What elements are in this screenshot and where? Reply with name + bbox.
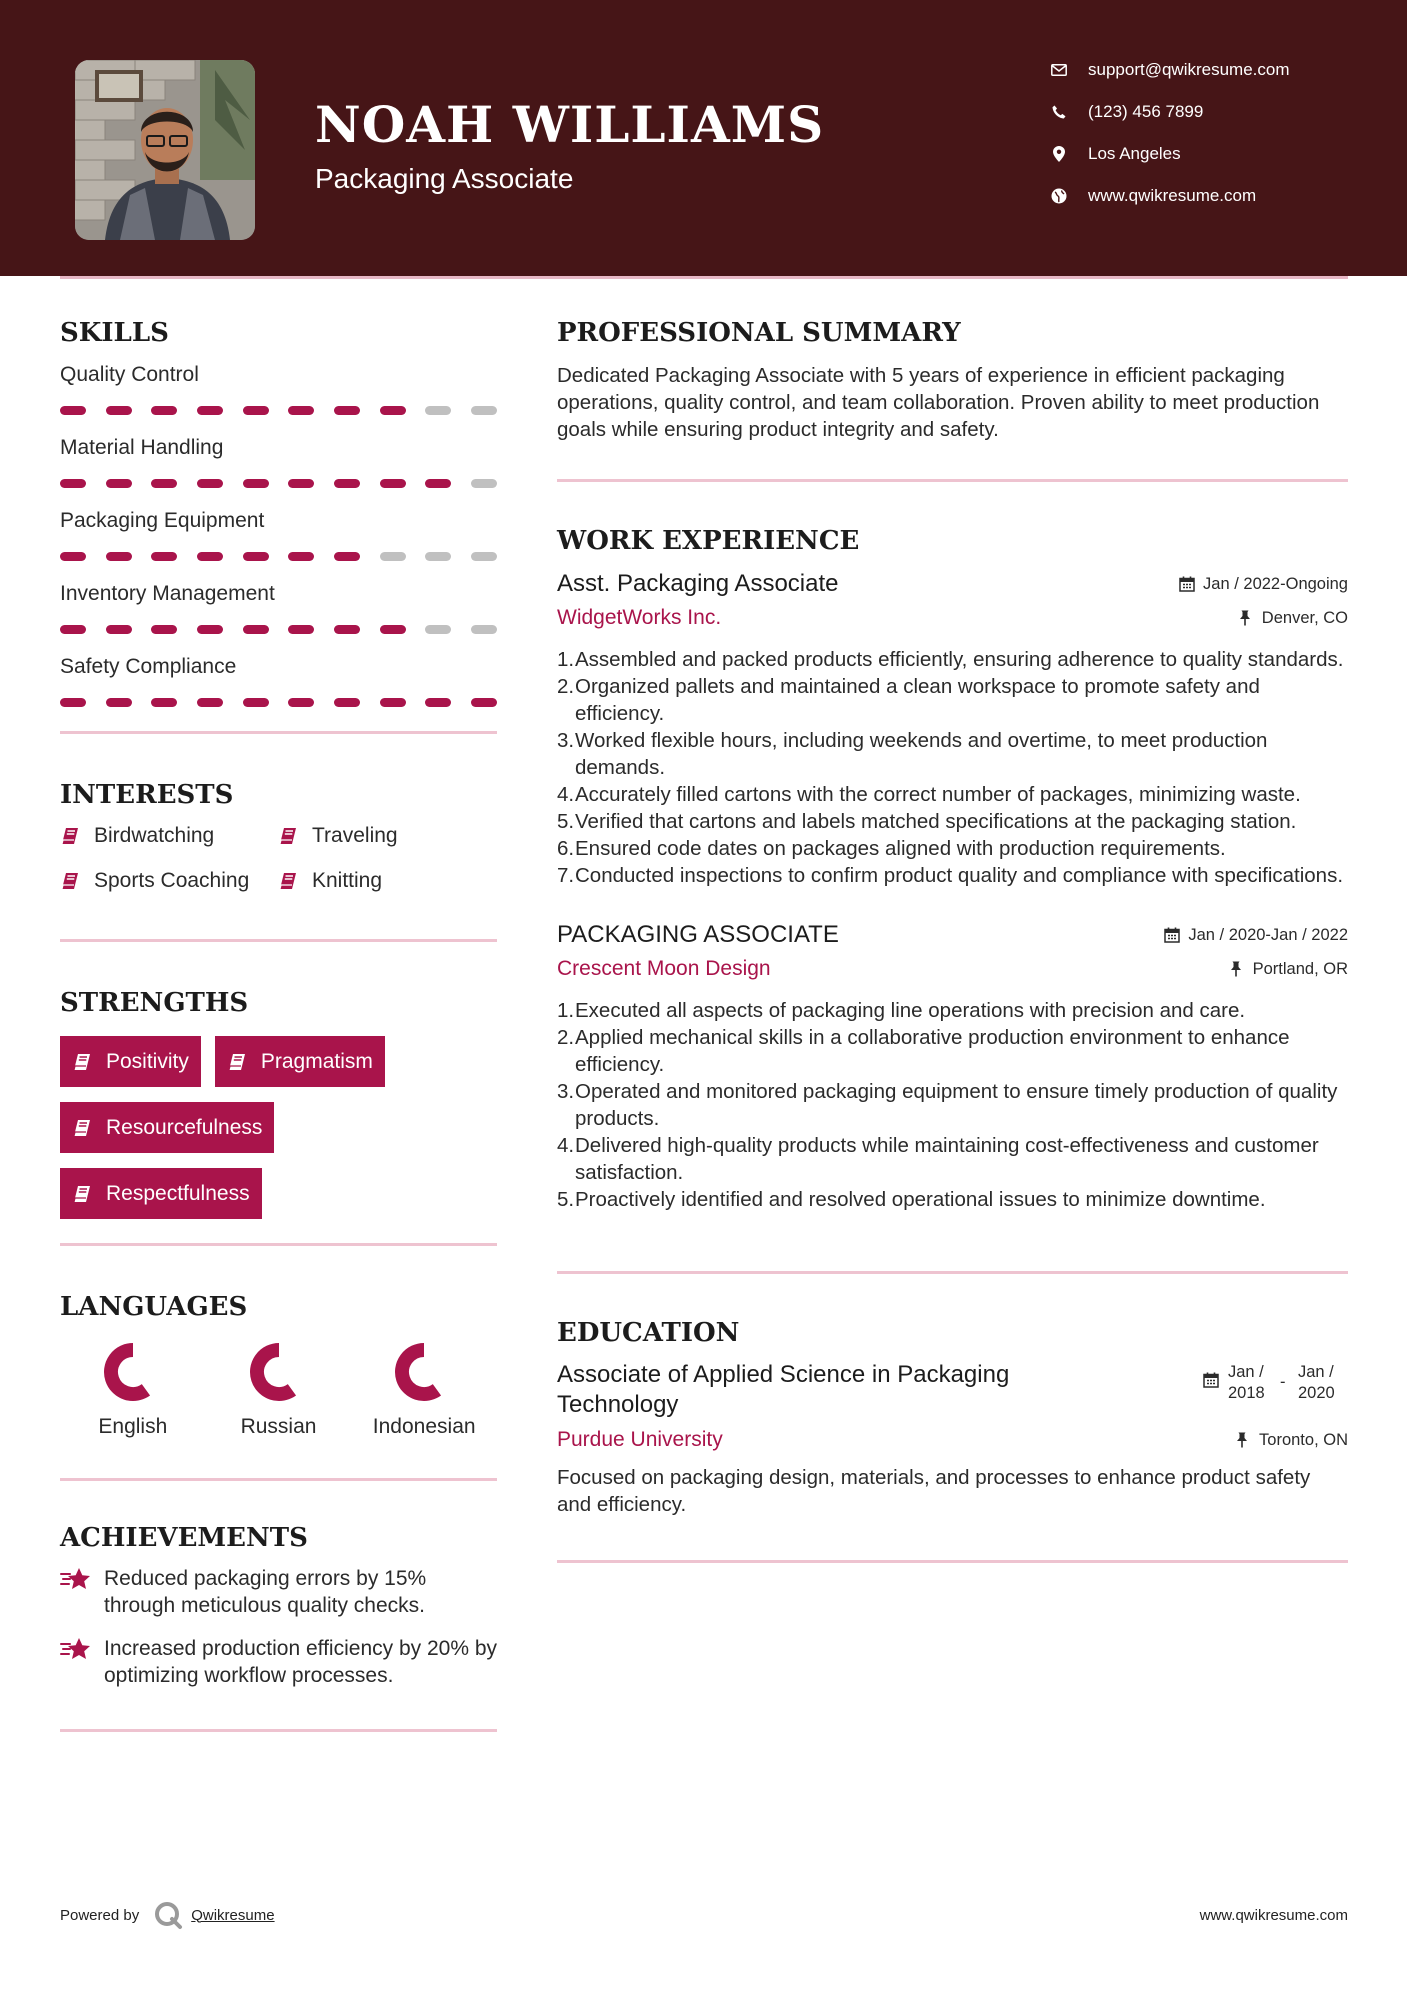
envelope-icon: [1050, 61, 1068, 79]
strengths-heading: STRENGTHS: [60, 988, 249, 1018]
skill-level-dot: [197, 698, 223, 707]
section-divider: [60, 1729, 497, 1732]
calendar-icon: [1164, 927, 1181, 944]
interest-label: Knitting: [312, 869, 383, 892]
skill-level-dot: [151, 698, 177, 707]
calendar-icon: [1179, 576, 1196, 593]
skill-level-dot: [106, 552, 132, 561]
strength-tag: [60, 1168, 262, 1219]
skill-level-dot: [151, 479, 177, 488]
skill-level-dot: [288, 479, 314, 488]
skill-name: Quality Control: [60, 363, 199, 386]
degree-title: Associate of Applied Science in Packaging Technology: [557, 1361, 1010, 1418]
skill-level-dot: [334, 479, 360, 488]
strength-label: Positivity: [106, 1049, 189, 1073]
skill-level-dot: [151, 552, 177, 561]
skill-level-meter: [60, 406, 497, 415]
skill-level-dot: [288, 698, 314, 707]
star-icon: [60, 1563, 92, 1595]
qwikresume-logo-icon: [153, 1900, 183, 1930]
candidate-title: Packaging Associate: [315, 163, 574, 194]
skill-item: [60, 362, 497, 415]
skill-level-meter: [60, 625, 497, 634]
strength-label: Resourcefulness: [106, 1115, 263, 1139]
skill-level-dot: [243, 479, 269, 488]
interests-heading: INTERESTS: [60, 780, 234, 810]
skill-level-meter: [60, 552, 497, 561]
education-date-start: Jan / 2018: [1228, 1363, 1265, 1402]
interests-list: [60, 822, 497, 895]
skill-level-dot: [151, 406, 177, 415]
skill-level-dot: [106, 479, 132, 488]
language-level-gauge: [392, 1340, 456, 1404]
skill-level-dot: [471, 479, 497, 488]
book-icon: [72, 1183, 94, 1205]
education-date-end: Jan / 2020: [1298, 1363, 1335, 1402]
interest-item: [60, 867, 278, 895]
languages-section: [60, 1294, 497, 1440]
education-date-separator: -: [1280, 1373, 1286, 1391]
duty-item: Organized pallets and maintained a clean workspace to promote safety and efficiency.: [575, 675, 1260, 725]
languages-list: [60, 1340, 497, 1440]
left-column: [60, 320, 497, 1732]
skill-level-dot: [380, 552, 406, 561]
skill-level-dot: [334, 625, 360, 634]
map-pin-icon: [1050, 145, 1068, 163]
skill-name: Inventory Management: [60, 582, 275, 605]
strength-tag: [60, 1102, 274, 1153]
skill-level-meter: [60, 698, 497, 707]
job-location-text: Denver, CO: [1261, 608, 1348, 627]
duty-item: Proactively identified and resolved operational issues to minimize downtime.: [575, 1188, 1266, 1211]
skill-item: [60, 654, 497, 707]
achievement-text: Reduced packaging errors by 15% through meticulous quality checks.: [104, 1567, 427, 1617]
strengths-section: [60, 990, 497, 1219]
skill-level-dot: [151, 625, 177, 634]
job-dates-text: Jan / 2020-Jan / 2022: [1188, 925, 1348, 944]
language-level-arc: [111, 1350, 146, 1394]
job-dates: [1164, 926, 1348, 945]
skill-level-dot: [334, 552, 360, 561]
powered-by-label: Powered by: [60, 1906, 140, 1924]
skill-level-dot: [425, 698, 451, 707]
skill-name: Material Handling: [60, 436, 224, 459]
footer-website[interactable]: www.qwikresume.com: [1199, 1906, 1348, 1924]
achievement-item: [60, 1635, 497, 1689]
education-description: Focused on packaging design, materials, and processes to enhance product safety and efficiency.: [557, 1466, 1311, 1516]
contact-phone-text: (123) 456 7899: [1088, 102, 1204, 121]
skill-item: [60, 435, 497, 488]
duty-item: Applied mechanical skills in a collaborative production environment to enhance efficiency.: [575, 1026, 1290, 1076]
strength-label: Respectfulness: [106, 1181, 250, 1205]
job-entry: [557, 570, 1348, 889]
skill-level-dot: [106, 406, 132, 415]
languages-heading: LANGUAGES: [60, 1292, 248, 1322]
interest-item: [278, 822, 478, 850]
section-divider: [60, 1243, 497, 1246]
duty-item: Accurately filled cartons with the correct number of packages, minimizing waste.: [575, 783, 1301, 806]
achievements-heading: ACHIEVEMENTS: [60, 1523, 308, 1553]
skill-level-dot: [106, 698, 132, 707]
footer: [60, 1895, 1348, 1935]
job-dates: [1179, 575, 1348, 594]
section-divider: [557, 479, 1348, 482]
company-name: Crescent Moon Design: [557, 957, 771, 980]
job-duties: [557, 646, 1348, 889]
skill-level-dot: [425, 625, 451, 634]
skill-level-dot: [425, 552, 451, 561]
school-location: [1235, 1431, 1348, 1450]
interest-label: Traveling: [312, 824, 398, 847]
job-location: [1229, 960, 1348, 979]
skill-level-dot: [471, 552, 497, 561]
education-dates: [1203, 1362, 1348, 1420]
book-icon: [278, 870, 300, 892]
profile-photo: [75, 60, 255, 240]
job-location-text: Portland, OR: [1252, 959, 1348, 978]
interest-item: [278, 867, 478, 895]
skill-level-meter: [60, 479, 497, 488]
book-icon: [227, 1051, 249, 1073]
education-heading: EDUCATION: [557, 1318, 740, 1348]
skill-level-dot: [60, 479, 86, 488]
language-name: Russian: [240, 1415, 317, 1438]
achievement-text: Increased production efficiency by 20% by optimizing workflow processes.: [104, 1637, 498, 1687]
duty-item: Ensured code dates on packages aligned with production requirements.: [575, 837, 1226, 860]
job-title: Asst. Packaging Associate: [557, 570, 839, 597]
skill-level-dot: [60, 406, 86, 415]
skill-level-dot: [288, 625, 314, 634]
skill-name: Safety Compliance: [60, 655, 237, 678]
strength-tag: [60, 1036, 201, 1087]
pushpin-icon: [1238, 610, 1255, 627]
header-divider: [60, 276, 1348, 279]
contact-phone[interactable]: [1050, 99, 1290, 125]
job-dates-text: Jan / 2022-Ongoing: [1203, 574, 1348, 593]
qwikresume-link[interactable]: Qwikresume: [191, 1906, 275, 1924]
interest-label: Sports Coaching: [94, 869, 250, 892]
job-location: [1238, 609, 1348, 628]
skill-level-dot: [334, 698, 360, 707]
duty-item: Assembled and packed products efficiently, ensuring adherence to quality standards.: [575, 648, 1344, 671]
skills-list: [60, 362, 497, 707]
duty-item: Delivered high-quality products while maintaining cost-effectiveness and customer satisfaction.: [575, 1134, 1319, 1184]
book-icon: [72, 1051, 94, 1073]
summary-section: [557, 320, 1348, 443]
contact-email[interactable]: [1050, 57, 1290, 83]
section-divider: [60, 1478, 497, 1481]
language-item: [351, 1340, 497, 1440]
resume-header: [0, 0, 1407, 276]
interest-item: [60, 822, 278, 850]
skill-level-dot: [60, 698, 86, 707]
skill-level-dot: [197, 406, 223, 415]
right-column: [557, 320, 1348, 1563]
star-icon: [60, 1633, 92, 1665]
duty-item: Worked flexible hours, including weekends and overtime, to meet production demands.: [575, 729, 1268, 779]
contact-list: [1050, 57, 1290, 225]
calendar-icon: [1203, 1372, 1220, 1389]
strength-tag: [215, 1036, 385, 1087]
skill-level-dot: [243, 698, 269, 707]
skill-level-dot: [243, 625, 269, 634]
skill-level-dot: [334, 406, 360, 415]
job-title: PACKAGING ASSOCIATE: [557, 921, 839, 948]
skill-level-dot: [471, 698, 497, 707]
skill-level-dot: [380, 625, 406, 634]
skill-level-dot: [60, 552, 86, 561]
skill-level-dot: [425, 406, 451, 415]
contact-email-text: support@qwikresume.com: [1088, 60, 1290, 79]
skill-level-dot: [425, 479, 451, 488]
skill-level-dot: [243, 552, 269, 561]
book-icon: [278, 825, 300, 847]
skill-item: [60, 508, 497, 561]
skill-level-dot: [380, 698, 406, 707]
duty-item: Executed all aspects of packaging line operations with precision and care.: [575, 999, 1246, 1022]
language-name: English: [98, 1415, 168, 1438]
pushpin-icon: [1229, 961, 1246, 978]
book-icon: [60, 870, 82, 892]
globe-icon: [1050, 187, 1068, 205]
section-divider: [60, 731, 497, 734]
job-duties: [557, 997, 1348, 1213]
section-divider: [557, 1560, 1348, 1563]
pushpin-icon: [1235, 1432, 1252, 1449]
skill-level-dot: [380, 479, 406, 488]
candidate-name: NOAH WILLIAMS: [315, 95, 825, 154]
section-divider: [557, 1271, 1348, 1274]
profile-photo-illustration: [75, 60, 255, 240]
strength-label: Pragmatism: [260, 1049, 373, 1073]
duty-item: Conducted inspections to confirm product quality and compliance with specifications.: [575, 864, 1344, 887]
company-name: WidgetWorks Inc.: [557, 606, 722, 629]
achievements-section: [60, 1525, 497, 1689]
skill-level-dot: [197, 479, 223, 488]
skill-level-dot: [471, 625, 497, 634]
skill-level-dot: [288, 552, 314, 561]
section-divider: [60, 939, 497, 942]
language-level-arc: [257, 1350, 292, 1394]
summary-text: Dedicated Packaging Associate with 5 years of experience in efficient packaging operations, quality control, and team collaboration. Proven ability to meet production goals while ensuring product integrity and safety.: [557, 364, 1320, 441]
language-level-gauge: [101, 1340, 165, 1404]
interest-label: Birdwatching: [94, 824, 215, 847]
skills-heading: SKILLS: [60, 318, 169, 348]
achievement-item: [60, 1565, 497, 1619]
duty-item: Operated and monitored packaging equipment to ensure timely production of quality products.: [575, 1080, 1338, 1130]
book-icon: [72, 1117, 94, 1139]
language-name: Indonesian: [372, 1415, 476, 1438]
skill-level-dot: [471, 406, 497, 415]
skill-level-dot: [380, 406, 406, 415]
experience-section: [557, 528, 1348, 1213]
job-entry: [557, 921, 1348, 1213]
language-level-arc: [402, 1350, 437, 1394]
contact-website[interactable]: [1050, 183, 1290, 209]
skill-level-dot: [243, 406, 269, 415]
skill-item: [60, 581, 497, 634]
phone-icon: [1050, 103, 1068, 121]
skill-level-dot: [197, 625, 223, 634]
contact-location: [1050, 141, 1290, 167]
skills-section: [60, 320, 497, 707]
school-name: Purdue University: [557, 1428, 723, 1451]
strengths-tags: [60, 1036, 497, 1219]
language-item: [60, 1340, 206, 1440]
skill-level-dot: [60, 625, 86, 634]
contact-website-text: www.qwikresume.com: [1088, 186, 1257, 205]
contact-location-text: Los Angeles: [1088, 144, 1181, 163]
school-location-text: Toronto, ON: [1259, 1430, 1348, 1449]
skill-level-dot: [288, 406, 314, 415]
skill-name: Packaging Equipment: [60, 509, 265, 532]
interests-section: [60, 782, 497, 895]
language-item: [206, 1340, 352, 1440]
skill-level-dot: [197, 552, 223, 561]
skill-level-dot: [106, 625, 132, 634]
experience-heading: WORK EXPERIENCE: [557, 526, 860, 556]
summary-heading: PROFESSIONAL SUMMARY: [557, 318, 961, 348]
education-section: [557, 1320, 1348, 1518]
book-icon: [60, 825, 82, 847]
language-level-gauge: [247, 1340, 311, 1404]
powered-by: [60, 1900, 275, 1930]
duty-item: Verified that cartons and labels matched specifications at the packaging station.: [575, 810, 1297, 833]
